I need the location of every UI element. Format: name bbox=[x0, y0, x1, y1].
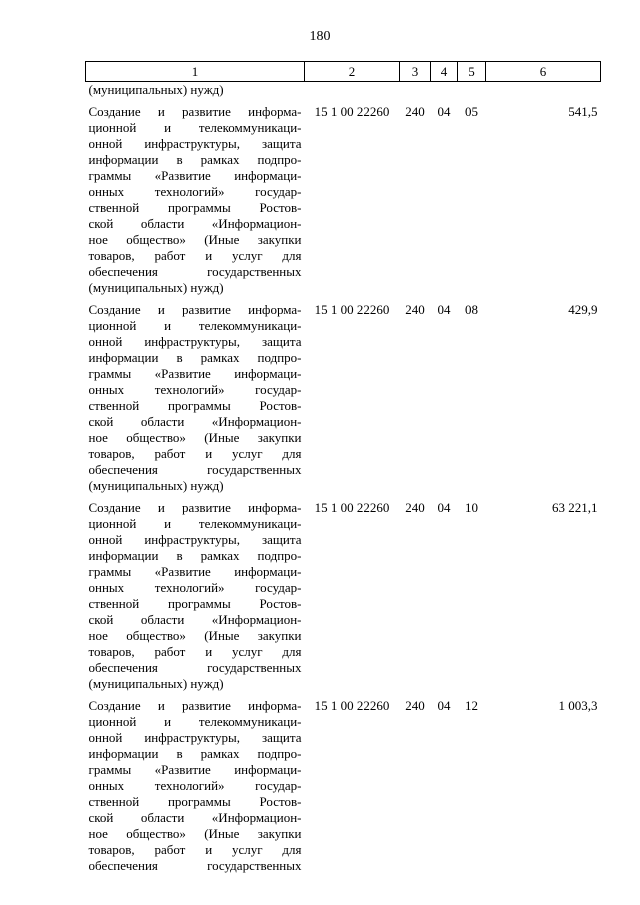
description-line: ственной программы Ростов- bbox=[88, 794, 302, 809]
description-line: (муниципальных) нужд) bbox=[88, 280, 224, 295]
row-section: 04 bbox=[437, 500, 451, 515]
row-expense-type: 240 bbox=[405, 302, 425, 317]
table-body bbox=[86, 82, 601, 881]
table-row bbox=[86, 698, 601, 880]
description-line: ской области «Информацион- bbox=[88, 810, 302, 825]
continuation-text: (муниципальных) нужд) bbox=[88, 82, 224, 97]
description-line: ционной и телекоммуникаци- bbox=[88, 714, 302, 729]
description-line: ное общество» (Иные закупки bbox=[88, 430, 302, 445]
description-line: обеспечения государственных bbox=[88, 660, 302, 675]
description-line: ственной программы Ростов- bbox=[88, 596, 302, 611]
description-line: граммы «Развитие информаци- bbox=[88, 564, 302, 579]
description-line: Создание и развитие информа- bbox=[88, 698, 302, 713]
description-line: онной инфраструктуры, защита bbox=[88, 334, 302, 349]
row-target-code: 15 1 00 22260 bbox=[314, 500, 390, 515]
header-cell-3: 3 bbox=[400, 62, 431, 82]
header-cell-4: 4 bbox=[431, 62, 458, 82]
description-line: онных технологий» государ- bbox=[88, 580, 302, 595]
row-section: 04 bbox=[437, 104, 451, 119]
description-line: граммы «Развитие информаци- bbox=[88, 366, 302, 381]
row-description bbox=[86, 500, 305, 698]
description-line: ционной и телекоммуникаци- bbox=[88, 120, 302, 135]
row-amount: 429,9 bbox=[568, 302, 598, 317]
row-expense-type: 240 bbox=[405, 698, 425, 713]
description-line: Создание и развитие информа- bbox=[88, 500, 302, 515]
description-line: граммы «Развитие информаци- bbox=[88, 762, 302, 777]
description-line: ционной и телекоммуникаци- bbox=[88, 516, 302, 531]
table-row bbox=[86, 500, 601, 698]
description-line: информации в рамках подпро- bbox=[88, 548, 302, 563]
header-cell-5: 5 bbox=[458, 62, 486, 82]
row-description bbox=[86, 104, 305, 302]
row-amount: 63 221,1 bbox=[552, 500, 598, 515]
row-target-code: 15 1 00 22260 bbox=[314, 698, 390, 713]
header-cell-6: 6 bbox=[486, 62, 601, 82]
row-expense-type: 240 bbox=[405, 104, 425, 119]
description-line: ской области «Информацион- bbox=[88, 216, 302, 231]
row-expense-type: 240 bbox=[405, 500, 425, 515]
description-line: Создание и развитие информа- bbox=[88, 302, 302, 317]
row-subsection: 05 bbox=[465, 104, 478, 119]
row-subsection: 12 bbox=[465, 698, 478, 713]
page-number: 180 bbox=[309, 29, 331, 44]
description-line: онных технологий» государ- bbox=[88, 184, 302, 199]
description-line: информации в рамках подпро- bbox=[88, 746, 302, 761]
description-line: ное общество» (Иные закупки bbox=[88, 826, 302, 841]
row-description bbox=[86, 302, 305, 500]
header-cell-2: 2 bbox=[305, 62, 400, 82]
description-line: обеспечения государственных bbox=[88, 264, 302, 279]
row-target-code: 15 1 00 22260 bbox=[314, 302, 390, 317]
description-line: товаров, работ и услуг для bbox=[88, 842, 302, 857]
continuation-row bbox=[86, 82, 601, 105]
description-line: (муниципальных) нужд) bbox=[88, 478, 224, 493]
table-row bbox=[86, 302, 601, 500]
description-line: ционной и телекоммуникаци- bbox=[88, 318, 302, 333]
description-line: (муниципальных) нужд) bbox=[88, 676, 224, 691]
description-line: товаров, работ и услуг для bbox=[88, 644, 302, 659]
row-description bbox=[86, 698, 305, 880]
row-subsection: 08 bbox=[465, 302, 478, 317]
description-line: ное общество» (Иные закупки bbox=[88, 628, 302, 643]
table-row bbox=[86, 104, 601, 302]
row-amount: 1 003,3 bbox=[558, 698, 598, 713]
description-line: ное общество» (Иные закупки bbox=[88, 232, 302, 247]
description-line: информации в рамках подпро- bbox=[88, 152, 302, 167]
description-line: товаров, работ и услуг для bbox=[88, 248, 302, 263]
budget-table bbox=[85, 61, 601, 880]
description-line: ской области «Информацион- bbox=[88, 414, 302, 429]
description-line: онной инфраструктуры, защита bbox=[88, 532, 302, 547]
description-line: Создание и развитие информа- bbox=[88, 104, 302, 119]
row-amount: 541,5 bbox=[568, 104, 598, 119]
description-line: товаров, работ и услуг для bbox=[88, 446, 302, 461]
description-line: онной инфраструктуры, защита bbox=[88, 136, 302, 151]
header-row bbox=[86, 62, 601, 82]
row-section: 04 bbox=[437, 302, 451, 317]
description-line: граммы «Развитие информаци- bbox=[88, 168, 302, 183]
description-line: онных технологий» государ- bbox=[88, 778, 302, 793]
row-section: 04 bbox=[437, 698, 451, 713]
row-subsection: 10 bbox=[465, 500, 478, 515]
description-line: обеспечения государственных bbox=[88, 858, 302, 873]
description-line: онной инфраструктуры, защита bbox=[88, 730, 302, 745]
description-line: онных технологий» государ- bbox=[88, 382, 302, 397]
row-target-code: 15 1 00 22260 bbox=[314, 104, 390, 119]
description-line: обеспечения государственных bbox=[88, 462, 302, 477]
description-line: информации в рамках подпро- bbox=[88, 350, 302, 365]
description-line: ственной программы Ростов- bbox=[88, 200, 302, 215]
description-line: ской области «Информацион- bbox=[88, 612, 302, 627]
header-cell-1: 1 bbox=[86, 62, 305, 82]
description-line: ственной программы Ростов- bbox=[88, 398, 302, 413]
